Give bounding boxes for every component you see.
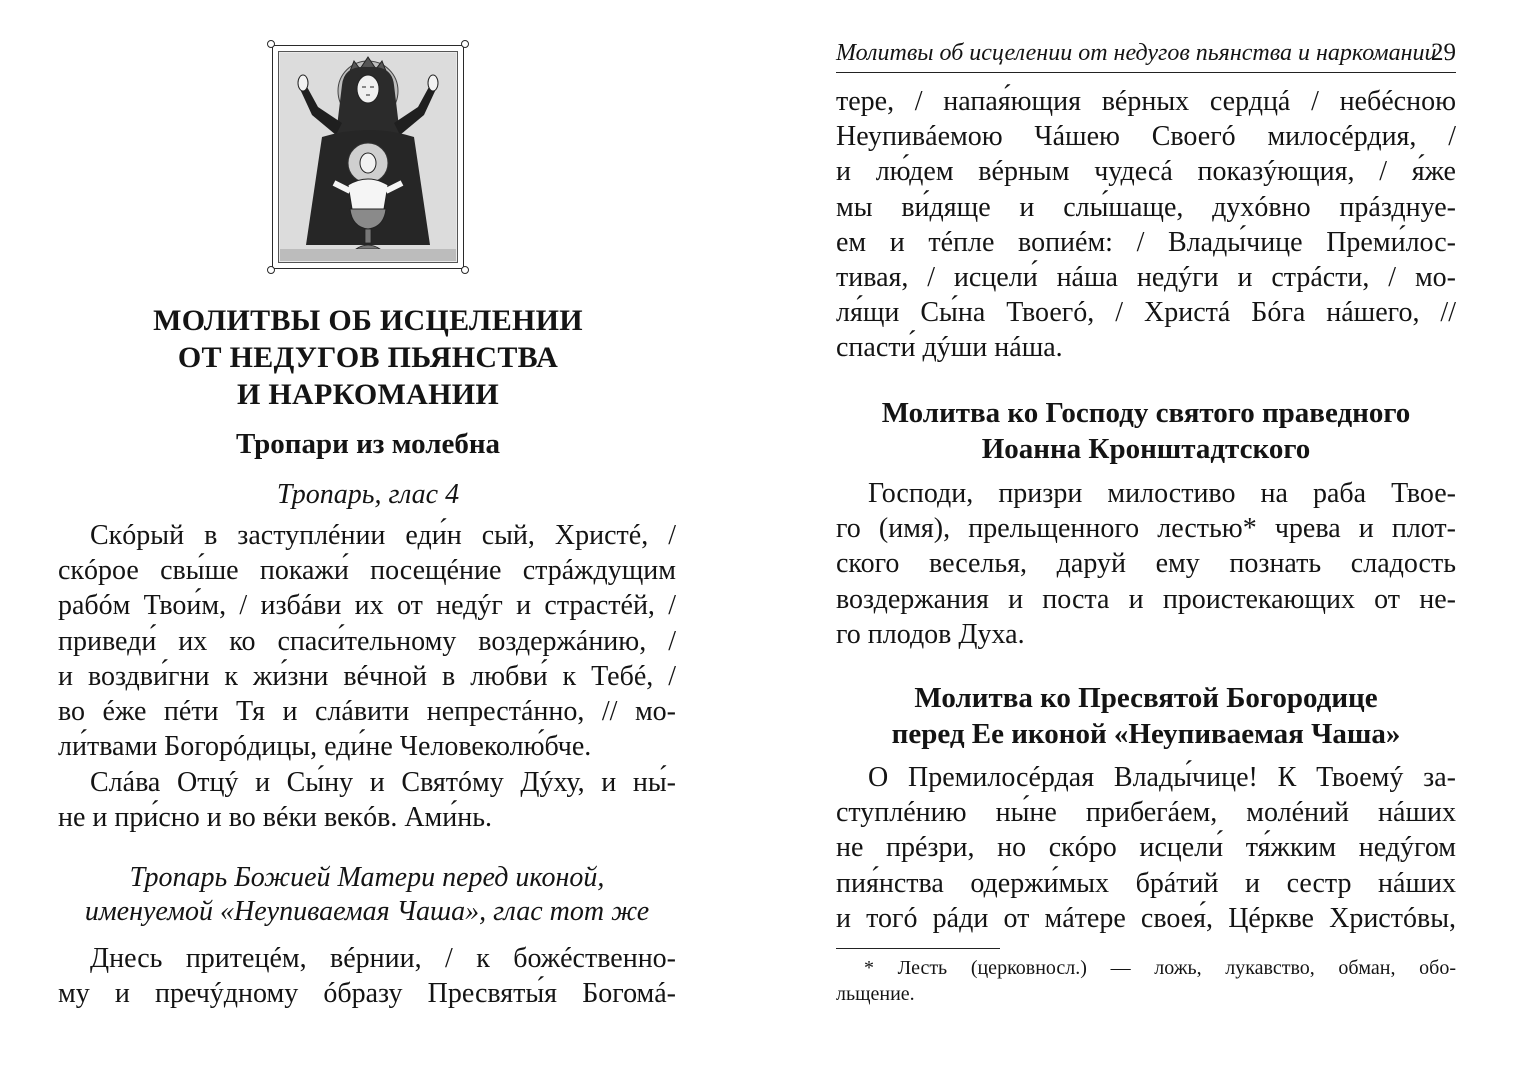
text-line: приведи́ их ко спаси́тельному воздержáнию, / — [58, 625, 676, 657]
text-line: Слáва Отцý и Сы́ну и Святóму Дýху, и ны́- — [90, 767, 676, 798]
text-line: ского веселья, даруй ему познать сладость — [836, 548, 1456, 580]
troparion-text — [58, 518, 676, 764]
heading-line: перед Ее иконой «Неупиваемая Чаша» — [891, 718, 1401, 750]
chapter-title-line: МОЛИТВЫ ОБ ИСЦЕЛЕНИИ — [153, 304, 583, 337]
chapter-title-line: ОТ НЕДУГОВ ПЬЯНСТВА — [177, 341, 559, 374]
text-line: не прéзри, но скóро исцели́ тя́жким недýгом — [836, 832, 1456, 864]
text-line: го плодов Духа. — [836, 618, 1025, 650]
text-line: Скóрый в заступлéнии еди́н сый, Христé, / — [90, 520, 676, 551]
chapter-title — [70, 302, 666, 413]
running-head — [836, 38, 1456, 73]
heading-line: Молитва ко Господу святого праведного — [881, 397, 1411, 429]
footnote-rule — [836, 948, 1000, 949]
text-line: Господи, призри милостиво на раба Твое- — [868, 478, 1456, 509]
heading-line: Тропарь Божией Матери перед иконой, — [129, 862, 605, 893]
text-line: ем и тéпле вопиéм: / Влады́чице Преми́лос- — [836, 226, 1456, 258]
prayer2-heading — [836, 680, 1456, 752]
theotokos-icon-image — [272, 45, 464, 269]
prayer2-text — [836, 760, 1456, 936]
text-line: пия́нства одержи́мых брáтий и сестр нáших — [836, 867, 1456, 899]
text-line: тере, / напая́ющия вéрных сердцá / небéсною — [836, 86, 1456, 117]
text-line: скóрое свы́ше покажи́ посещéние стрáждущим — [58, 555, 676, 587]
footnote-line: * Лесть (церковносл.) — ложь, лукавство, обман, обо- — [864, 957, 1456, 979]
footnote-line: льщение. — [836, 983, 915, 1005]
text-line: му и пречýдному óбразу Пресвяты́я Богомá- — [58, 978, 676, 1010]
text-line: Неупивáемою Чáшею Своегó милосéрдия, / — [836, 121, 1456, 153]
frame-knob-bottom-right — [461, 266, 469, 274]
text-line: ли́твами Богорóдицы, еди́не Человеколю́бче. — [58, 731, 592, 763]
glory-text — [58, 765, 676, 835]
text-line: тивая, / исцели́ нáша недýги и стрáсти, / мо- — [836, 262, 1456, 294]
frame-knob-top-left — [267, 40, 275, 48]
footnote — [836, 955, 1456, 1007]
text-line: и тогó рáди от мáтере своея́, Цéркве Христóвы, — [836, 902, 1456, 934]
text-line: Днесь притецéм, вéрнии, / к божéственно- — [90, 943, 676, 974]
troparion-label: Тропарь, глас 4 — [276, 479, 460, 510]
continuation-text — [836, 84, 1456, 366]
text-line: и воздви́гни к жи́зни вéчной в любви́ к Тебé, / — [58, 660, 676, 692]
text-line: во éже пéти Тя и слáвити непрестáнно, // мо- — [58, 696, 676, 728]
frame-knob-bottom-left — [267, 266, 275, 274]
theotokos-inexhaustible-cup-icon — [272, 45, 464, 269]
heading-line: Иоанна Кронштадтского — [981, 433, 1311, 465]
text-line: воздержания и поста и проистекающих от не- — [836, 583, 1456, 615]
text-line: не и при́сно и во вéки векóв. Ами́нь. — [58, 802, 493, 834]
prayer1-heading — [836, 395, 1456, 467]
text-line: мы ви́дяще и слы́шаще, духóвно прáзднуе- — [836, 191, 1456, 223]
troparion2-text — [58, 941, 676, 1011]
troparion2-heading — [58, 861, 676, 929]
text-line: и лю́дем вéрным чудесá показýющия, / я́же — [836, 156, 1456, 188]
text-line: рабóм Твои́м, / избáви их от недýг и страстéй, / — [58, 590, 676, 622]
running-head-title: Молитвы об исцелении от недугов пьянства и наркомании — [836, 40, 1437, 66]
text-line: спасти́ дýши нáша. — [836, 332, 1063, 364]
section-heading-troparia: Тропари из молебна — [235, 428, 501, 460]
text-line: го (имя), прельщенного лестью* чрева и плот- — [836, 513, 1456, 545]
page-number: 29 — [1431, 39, 1456, 66]
text-line: ступлéнию ны́не прибегáем, молéний нáших — [836, 797, 1456, 829]
text-line: О Премилосéрдая Влады́чице! К Твоемý за- — [868, 762, 1456, 793]
prayer1-text — [836, 476, 1456, 652]
heading-line: Молитва ко Пресвятой Богородице — [914, 682, 1378, 714]
heading-line: именуемой «Неупиваемая Чаша», глас тот же — [84, 896, 650, 927]
frame-knob-top-right — [461, 40, 469, 48]
text-line: ля́щи Сы́на Твоегó, / Христá Бóга нáшего, // — [836, 297, 1456, 329]
chapter-title-line: И НАРКОМАНИИ — [236, 378, 500, 411]
